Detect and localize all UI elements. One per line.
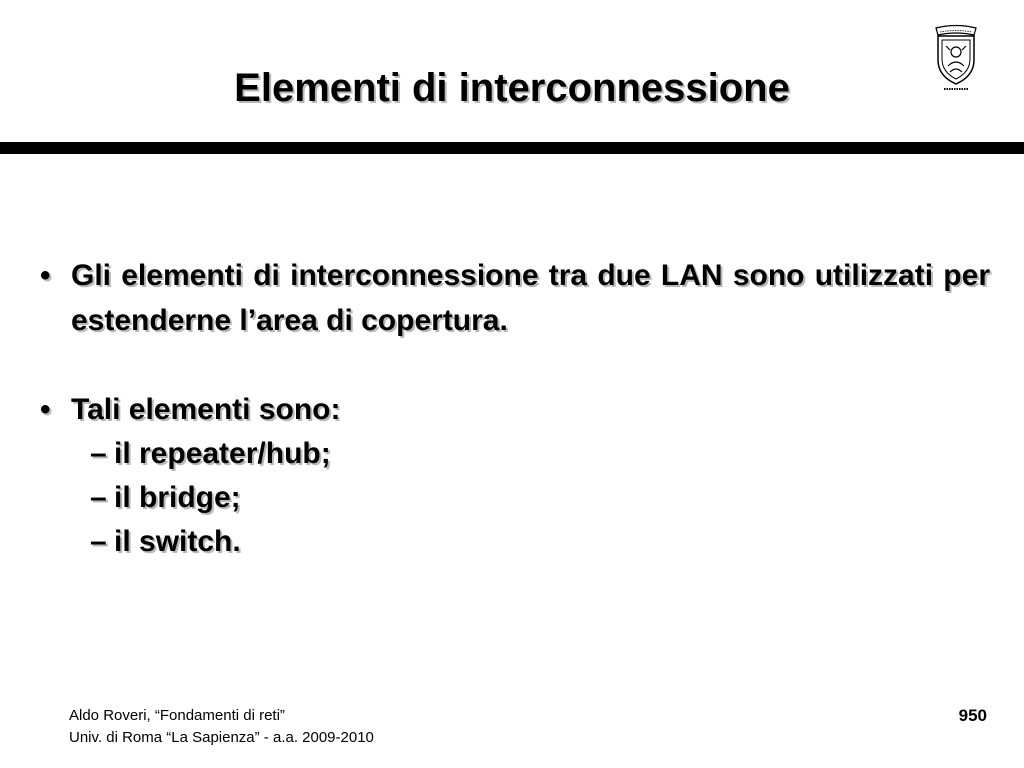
bullet-item [40, 387, 990, 432]
sub-bullet-item [40, 476, 990, 520]
sub-bullet-marker: – [90, 481, 107, 514]
university-seal-icon [928, 22, 984, 96]
sub-bullet-marker: – [90, 437, 107, 470]
sub-bullet-item [40, 520, 990, 564]
footer-author: Aldo Roveri, “Fondamenti di reti” [69, 707, 285, 724]
sub-bullet-text: il bridge; [114, 481, 241, 514]
bullet-item [40, 253, 990, 343]
footer-institution: Univ. di Roma “La Sapienza” - a.a. 2009-2010 [69, 729, 374, 746]
bullet-marker: • [40, 259, 51, 292]
sub-bullet-item [40, 432, 990, 476]
sub-bullet-marker: – [90, 525, 107, 558]
slide-title: Elementi di interconnessione [234, 66, 790, 110]
sub-bullet-text: il switch. [114, 525, 241, 558]
bullet-marker: • [40, 393, 51, 426]
bullet-text: Tali elementi sono: [71, 393, 341, 426]
title-divider [0, 142, 1024, 154]
slide-body [40, 253, 990, 564]
page-number: 950 [958, 706, 987, 725]
sub-bullet-text: il repeater/hub; [114, 437, 331, 470]
bullet-text: Gli elementi di interconnessione tra due LAN sono utilizzati per estenderne l’area di copertura. [71, 259, 990, 337]
